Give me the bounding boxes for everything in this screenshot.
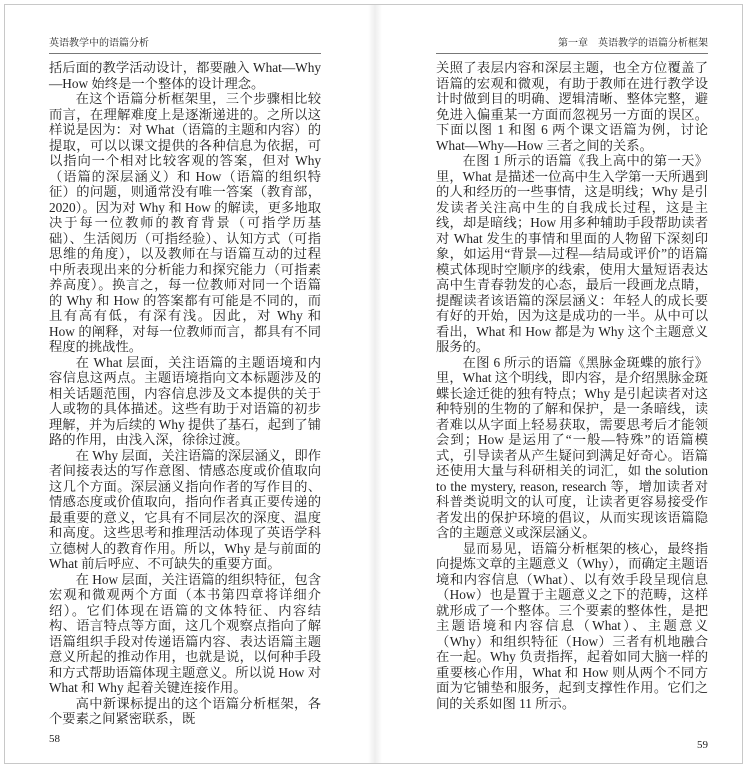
left-page (49, 38, 321, 746)
right-page (436, 38, 708, 751)
page-body-left (49, 60, 321, 727)
paragraph: 在图 1 所示的语篇《我上高中的第一天》里，What 是描述一位高中生入学第一天所遇到的人和经历的一些事情，这是明线；Why 是引发读者关注高中生的自我成长过程，这是主线，却是暗线；How 用多种辅助手段帮助读者对 What 发生的事情和里面的人物留下深刻印象，如运用“背景—过程—结局或评价”的语篇模式体现时空顺序的线索，使用大量短语表达高中生青春勃发的心态，最后一段画龙点睛，提醒读者该语篇的深层涵义：年轻人的成长要有好的开始，因为这是成功的一半。从中可以看出，What 和 How 都是为 Why 这个主题意义服务的。 (436, 153, 708, 354)
paragraph: 在这个语篇分析框架里，三个步骤相比较而言，在理解难度上是逐渐递进的。之所以这样说是因为：对 What（语篇的主题和内容）的提取，可以以课文提供的各种信息为依据，可以指向一个相对比较客观的答案，但对 Why（语篇的深层涵义）和 How（语篇的组织特征）的问题，则通常没有唯一答案（教育部，2020）。因为对 Why 和 How 的解读，更多地取决于每一位教师的教育背景（可指学历基础）、生活阅历（可指经验）、认知方式（可指思维的角度），以及教师在与语篇互动的过程中所表现出来的分析能力和探究能力（可指素养高度）。换言之，每一位教师对同一个语篇的 Why 和 How 的答案都有可能是不同的，而且有高有低，有深有浅。因此，对 Why 和 How 的阐释，对每一位教师而言，都具有不同程度的挑战性。 (49, 91, 321, 354)
paragraph: 在 What 层面，关注语篇的主题语境和内容信息这两点。主题语境指向文本标题涉及的相关话题范围，内容信息涉及文本提供的关于人或物的具体描述。这些有助于对语篇的初步理解，并为后续的 Why 提供了基石，起到了铺路的作用，由浅入深，徐徐过渡。 (49, 354, 321, 447)
paragraph: 关照了表层内容和深层主题，也全方位覆盖了语篇的宏观和微观，有助于教师在进行教学设计时做到目的明确、逻辑清晰、整体完整，避免进入偏重某一方面而忽视另一方面的误区。下面以图 1 和图 6 两个课文语篇为例，讨论 What—Why—How 三者之间的关系。 (436, 60, 708, 153)
paragraph: 在 How 层面，关注语篇的组织特征，包含宏观和微观两个方面（本书第四章将详细介绍）。它们体现在语篇的文体特征、内容结构、语言特点等方面，这几个观察点指向了解语篇组织手段对传递语篇内容、表达语篇主题意义所起的推动作用，也就是说，以何种手段和方式帮助语篇体现主题意义。所以说 How 对 What 和 Why 起着关键连接作用。 (49, 571, 321, 695)
paragraph: 高中新课标提出的这个语篇分析框架，各个要素之间紧密联系，既 (49, 695, 321, 726)
page-body-right (436, 60, 708, 711)
paragraph: 括后面的教学活动设计，都要融入 What—Why—How 始终是一个整体的设计理念。 (49, 60, 321, 91)
paragraph: 在 Why 层面，关注语篇的深层涵义，即作者间接表达的写作意图、情感态度或价值取向这几个方面。深层涵义指向作者的写作目的、情感态度或价值取向，指向作者真正要传递的最重要的意义，它具有不同层次的深度、温度和高度。这些思考和推理活动体现了英语学科立德树人的教育作用。所以，Why 是与前面的 What 前后呼应、不可缺失的重要方面。 (49, 447, 321, 571)
paragraph: 显而易见，语篇分析框架的核心，最终指向提炼文章的主题意义（Why），而确定主题语境和内容信息（What）、以有效手段呈现信息（How）也是置于主题意义之下的范畴，这样就形成了一个整体。三个要素的整体性，是把主题语境和内容信息（What）、主题意义（Why）和组织特征（How）三者有机地融合在一起。Why 负责指挥，起着如同大脑一样的重要核心作用，What 和 How 则从两个不同方面为它铺垫和服务，起到支撑性作用。它们之间的关系如图 11 所示。 (436, 540, 708, 711)
running-header-left (49, 38, 321, 54)
page-number: 58 (49, 732, 60, 745)
chapter-title: 英语教学的语篇分析框架 (598, 38, 708, 49)
page-number: 59 (697, 739, 708, 751)
paragraph: 在图 6 所示的语篇《黑脉金斑蝶的旅行》里，What 这个明线，即内容，是介绍黑脉金斑蝶长途迁徙的独有特点；Why 是引起读者对这种特别的生物的了解和保护，是一条暗线，读者难以从字面上轻易获取，需要思考后才能领会到；How 是运用了“一般—特殊”的语篇模式，引导读者从产生疑问到满足好奇心。语篇还使用大量与科研相关的词汇，如 the solution to the mystery, reason, research 等，增加读者对科普类说明文的认可度，让读者更容易接受作者发出的保护环境的倡议，从而实现该语篇隐含的主题意义或深层涵义。 (436, 354, 708, 540)
chapter-number: 第一章 (558, 38, 588, 49)
book-title: 英语教学中的语篇分析 (49, 38, 149, 49)
running-header-right (436, 38, 708, 54)
book-gutter (368, 5, 382, 763)
